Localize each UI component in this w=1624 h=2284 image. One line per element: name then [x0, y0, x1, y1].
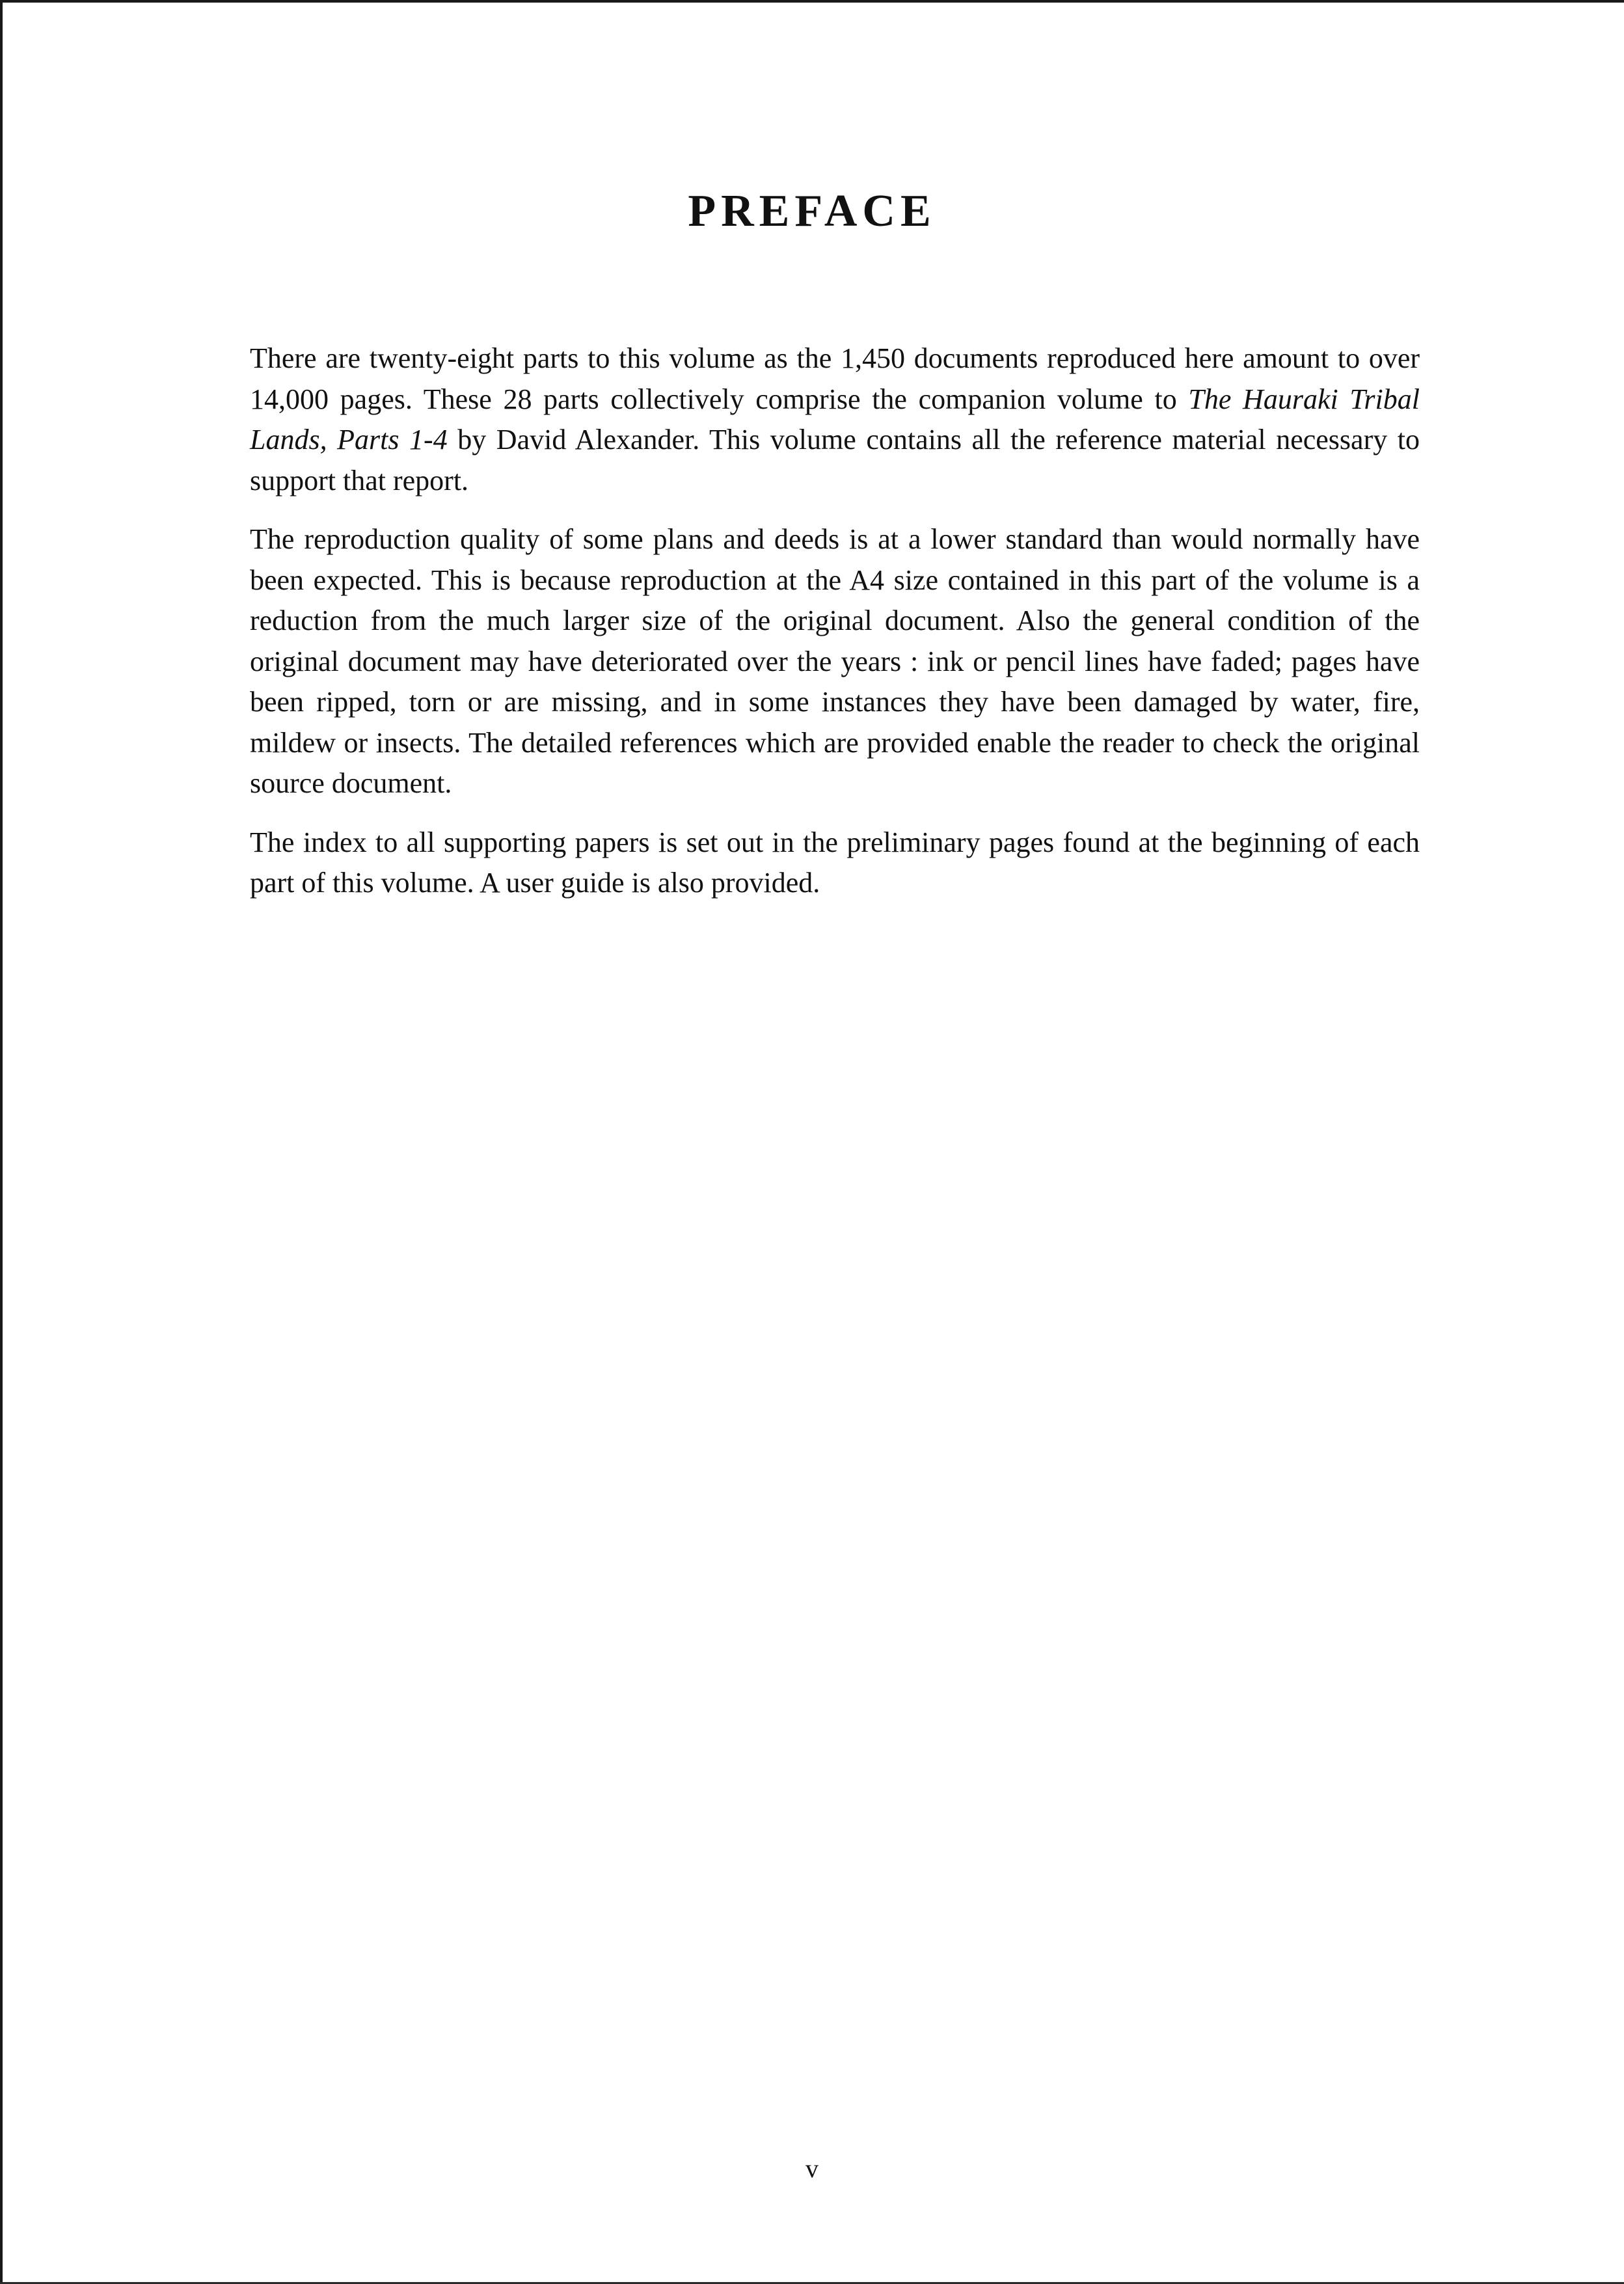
- paragraph-2-text: The reproduction quality of some plans and deeds is at a lower standard than would normally have been expected. This is because reproduction at the A4 size contained in this part of the volume is a reduction from the much larger size of the original document. Also the general condition of the original document may have deteriorated over the years : ink or pencil lines have faded; pages have been ripped, torn or are missing, and in some instances they have been damaged by water, fire, mildew or insects. The detailed references which are provided enable the reader to check the original source document.: [250, 523, 1420, 799]
- book-title-italic: The Hauraki Tribal Lands, Parts 1-4: [250, 383, 1420, 455]
- paragraph-1-text-b: by David Alexander. This volume contains all the reference material necessary to support that report.: [250, 424, 1420, 496]
- paragraph-1-text-a: There are twenty-eight parts to this volume as the 1,450 documents reproduced here amount to over 14,000 pages. These 28 parts collectively comprise the companion volume to: [250, 342, 1420, 415]
- paragraph-1: [250, 338, 1420, 501]
- scan-border-left: [0, 0, 3, 2284]
- paragraph-3: [250, 823, 1420, 904]
- page-title: PREFACE: [688, 186, 936, 236]
- paragraph-3-text: The index to all supporting papers is set out in the preliminary pages found at the beginning of each part of this volume. A user guide is also provided.: [250, 826, 1420, 899]
- scan-border-top: [0, 0, 1624, 3]
- page-number: v: [805, 2154, 819, 2183]
- paragraph-2: [250, 519, 1420, 804]
- preface-body: [250, 338, 1420, 922]
